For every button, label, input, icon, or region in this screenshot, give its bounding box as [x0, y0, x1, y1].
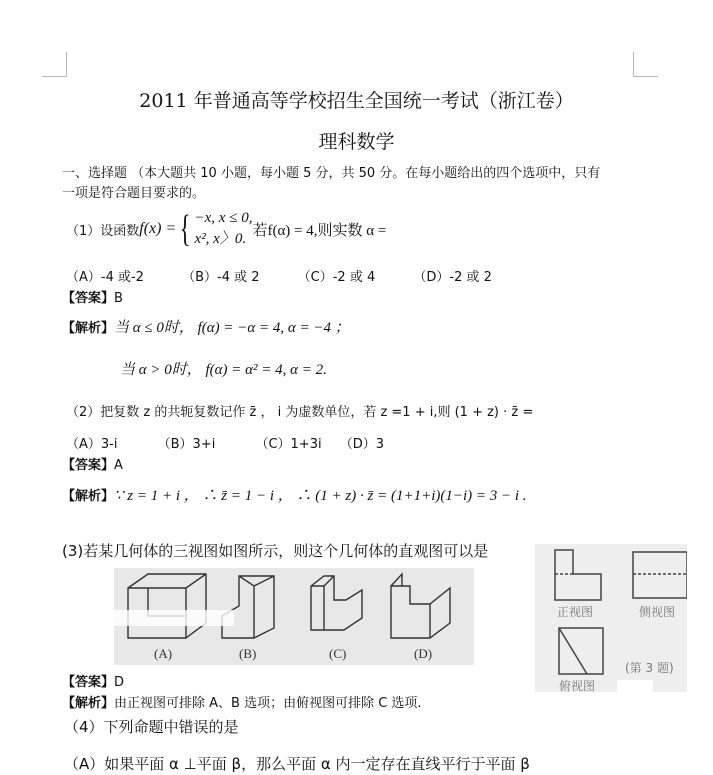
page-corner-mark-top-right	[633, 52, 658, 77]
analysis-text: 当 α > 0时， f(α) = α² = 4, α = 2.	[120, 362, 327, 378]
page-corner-mark-top-left	[42, 52, 67, 77]
answer-label: 【答案】	[62, 458, 115, 473]
analysis-text: 当 α ≤ 0时， f(α) = −α = 4, α = −4 ；	[114, 320, 350, 336]
q1-answer	[62, 287, 123, 306]
svg-text:(D): (D)	[414, 646, 433, 661]
analysis-label: 【解析】	[62, 489, 115, 504]
answer-label: 【答案】	[62, 675, 115, 690]
document-title: 2011 年普通高等学校招生全国统一考试（浙江卷）	[139, 90, 574, 112]
q1-case-1: −x, x ≤ 0,	[194, 210, 253, 226]
q1-case-2: x², x〉0.	[194, 231, 247, 247]
q2-option-d: （D）3	[339, 437, 385, 452]
analysis-text: ∵ z = 1 + i ， ∴ z̄ = 1 − i ， ∴ (1 + z) · z̄ = (1+1+i)(1−i) = 3 − i .	[114, 488, 527, 504]
q1-condition: 若f(α) = 4,则实数 α =	[252, 222, 387, 239]
q3-answer	[62, 671, 124, 690]
question-2: （2）把复数 z 的共轭复数记作 z̄ ， i 为虚数单位，若 z =1 + i,则 (1 + z) · z̄ =	[66, 405, 534, 420]
svg-text:侧视图: 侧视图	[639, 605, 676, 619]
analysis-label: 【解析】	[62, 696, 115, 711]
question-1	[66, 208, 386, 250]
q1-option-b: （B）-4 或 2	[182, 270, 260, 285]
svg-text:俯视图: 俯视图	[559, 679, 596, 692]
q1-option-a: （A）-4 或-2	[66, 270, 144, 285]
svg-text:正视图: 正视图	[557, 605, 594, 619]
q2-options	[66, 433, 410, 452]
q2-analysis	[62, 484, 527, 505]
q2-option-b: （B）3+i	[157, 437, 216, 452]
analysis-label: 【解析】	[62, 321, 115, 336]
q1-options	[66, 266, 518, 285]
three-view-diagram-icon	[535, 544, 687, 692]
brace-icon: {	[179, 208, 191, 250]
document-subtitle: 理科数学	[318, 131, 395, 153]
question-4: （4）下列命题中错误的是	[64, 718, 239, 736]
section-intro-cont: 一项是符合题目要求的。	[62, 186, 206, 201]
answer-value: D	[114, 675, 125, 690]
answer-label: 【答案】	[62, 291, 115, 306]
q2-option-a: （A）3-i	[66, 437, 118, 452]
q1-cases	[195, 208, 253, 250]
q2-option-c: （C）1+3i	[255, 437, 322, 452]
q3-option-figures	[114, 568, 474, 665]
svg-text:(A): (A)	[154, 646, 173, 661]
svg-text:(B): (B)	[239, 646, 257, 661]
q1-option-d: （D）-2 或 2	[413, 270, 492, 285]
q1-analysis-2	[120, 358, 327, 379]
q2-answer	[62, 454, 123, 473]
q1-option-c: （C）-2 或 4	[297, 270, 376, 285]
q4-option-a: （A）如果平面 α ⊥平面 β，那么平面 α 内一定存在直线平行于平面 β	[64, 755, 530, 773]
question-3: (3)若某几何体的三视图如图所示，则这个几何体的直观图可以是	[62, 542, 489, 560]
solid-figures-icon	[114, 568, 474, 665]
q1-function: f(x) =	[139, 220, 177, 237]
q3-analysis	[62, 692, 422, 711]
svg-text:(C): (C)	[329, 646, 347, 661]
q1-analysis-1	[62, 316, 350, 337]
q1-prefix: （1）设函数	[66, 223, 140, 239]
answer-value: A	[114, 458, 123, 473]
analysis-text: 由正视图可排除 A、B 选项；由俯视图可排除 C 选项.	[114, 696, 422, 711]
section-intro: 一、选择题 （本大题共 10 小题，每小题 5 分，共 50 分。在每小题给出的四个选项中，只有	[62, 166, 601, 181]
svg-text:(第 3 题): (第 3 题)	[625, 661, 674, 675]
answer-value: B	[114, 291, 123, 306]
q3-three-views	[535, 544, 687, 692]
